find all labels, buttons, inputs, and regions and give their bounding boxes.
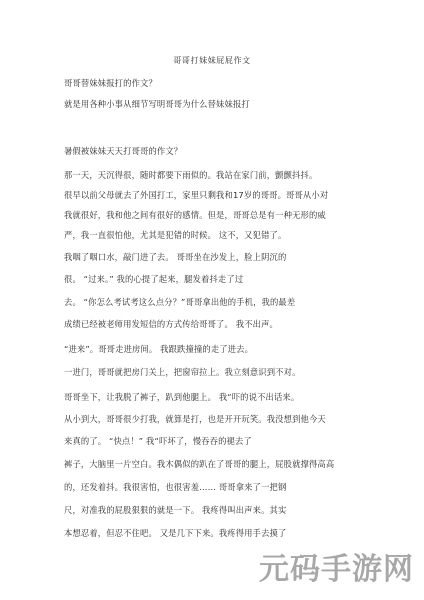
text-line: 本想忍着，但忍不住吧。 又是几下下来。我疼得用手去摸了 [64,528,287,538]
text-line: 裤子，大脑里一片空白。我木偶似的趴在了哥哥的腿上，屁股就撑得高高 [64,459,335,469]
text-line: 从小到大，哥哥很少打我，就算是打，也是开开玩笑。我没想到他今天 [64,414,326,424]
text-line: 去。 “你怎么考试考这么点分？”哥哥拿出他的手机，我的最差 [64,297,296,307]
text-line: 很。 “过来。” 我的心提了起来，腿发着抖走了过 [64,274,244,284]
text-line: 来真的了。 “快点！” 我“吓坏了，慢吞吞的褪去了 [64,436,252,446]
text-line: 严，我一直很怕他，尤其是犯错的时候。 这不，又犯错了。 [64,230,287,240]
text-line: 一进门，哥哥就把房门关上，把窗帘拉上。我立刻意识到不对。 [64,367,301,377]
text-line: 就是用各种小事从细节写明哥哥为什么替妹妹报打 [64,99,250,109]
text-line: 尺，对准我的屁股狠狠的就是一下。 我疼得叫出声来。其实 [64,505,287,515]
text-line: 暑假被妹妹天天打哥哥的作文？ [64,146,183,156]
document-title: 哥哥打妹妹屁屁作文 [173,56,251,65]
text-line: 我咽了咽口水，敲门进了去。 哥哥坐在沙发上，脸上阴沉的 [64,252,287,262]
text-line: 成绩已经被老师用发短信的方式传给哥哥了。 我不出声。 [64,319,278,329]
text-line: “进来”。哥哥走进房间。 我跟跌撞撞的走了进去。 [64,344,254,354]
text-line: 哥哥坐下，让我脱了裤子，趴到他腿上。 我“吓的说不出话来。 [64,392,300,402]
text-line: 那一天，天沉得很，随时都要下雨似的。我站在家门前，颤颤抖抖。 [64,170,318,180]
text-line: 哥哥替妹妹报打的作文？ [64,78,157,88]
text-line: 我就很好，我和他之间有很好的感情。但是，哥哥总是有一种无形的威 [64,210,326,220]
site-watermark: 元码手游网 [259,552,414,587]
text-line: 很早以前父母就去了外国打工，家里只剩我和17岁的哥哥。哥哥从小对 [64,190,329,200]
text-line: 的，还发着抖。我很害怕，也很害羞…… 哥哥拿来了一把钢 [64,482,287,492]
